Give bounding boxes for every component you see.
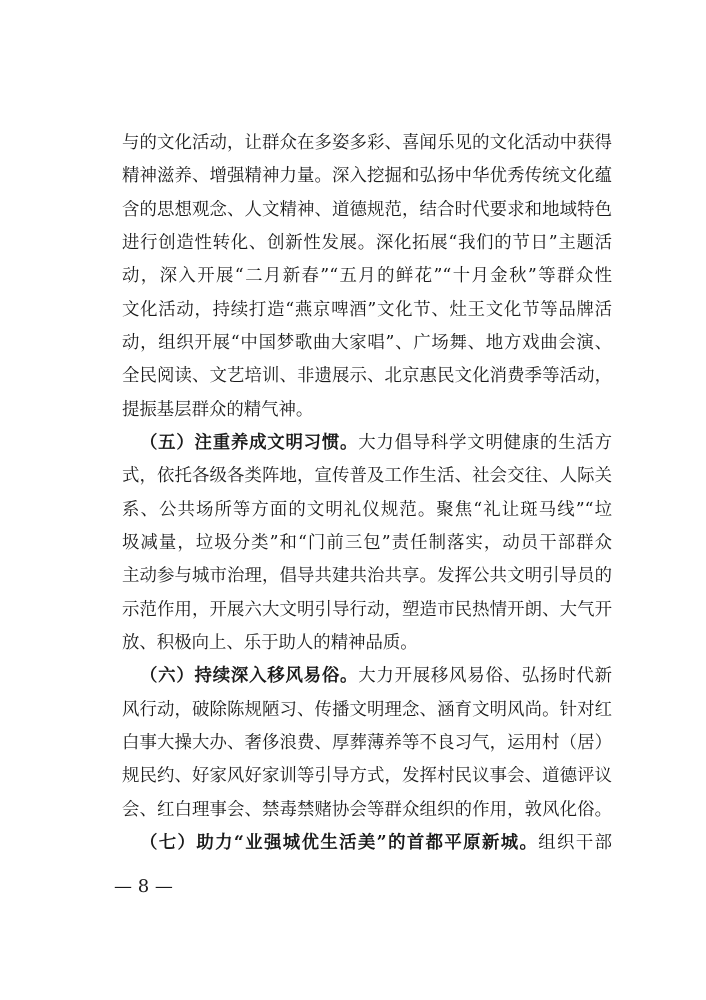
text-line: 进行创造性转化、创新性发展。深化拓展“我们的节日”主题活	[122, 233, 612, 253]
section-heading: （六）持续深入移风易俗。	[140, 666, 359, 686]
text-line: 示范作用，开展六大文明引导行动，塑造市民热情开朗、大气开	[122, 600, 612, 620]
text-span: 大力倡导科学文明健康的生活方	[358, 433, 612, 453]
section-heading-line	[140, 832, 612, 854]
text-line: 系、公共场所等方面的文明礼仪规范。聚焦“礼让斑马线”“垃	[122, 500, 612, 520]
text-line: 与的文化活动，让群众在多姿多彩、喜闻乐见的文化活动中获得	[122, 133, 612, 153]
text-span: 大力开展移风易俗、弘扬时代新	[358, 666, 612, 686]
section-heading-line	[140, 432, 612, 454]
text-line: 文化活动，持续打造“燕京啤酒”文化节、灶王文化节等品牌活	[122, 300, 612, 320]
text-line: 动，组织开展“中国梦歌曲大家唱”、广场舞、地方戏曲会演、	[122, 333, 612, 353]
text-line: 精神滋养、增强精神力量。深入挖掘和弘扬中华优秀传统文化蕴	[122, 166, 612, 186]
page-number: — 8 —	[114, 876, 173, 897]
text-line: 全民阅读、文艺培训、非遗展示、北京惠民文化消费季等活动，	[122, 366, 612, 386]
text-line: 式，依托各级各类阵地，宣传普及工作生活、社会交往、人际关	[122, 466, 612, 486]
section-heading: （七）助力“业强城优生活美”的首都平原新城。	[140, 833, 539, 853]
text-span: 组织干部	[538, 833, 612, 853]
text-line: 圾减量，垃圾分类”和“门前三包”责任制落实，动员干部群众	[122, 533, 612, 553]
text-line: 风行动，破除陈规陋习、传播文明理念、涵育文明风尚。针对红	[122, 700, 612, 720]
text-line: 含的思想观念、人文精神、道德规范，结合时代要求和地域特色	[122, 200, 612, 220]
text-line: 提振基层群众的精气神。	[122, 400, 314, 420]
text-line: 动，深入开展“二月新春”“五月的鲜花”“十月金秋”等群众性	[122, 266, 612, 286]
text-line: 白事大操大办、奢侈浪费、厚葬薄养等不良习气，运用村（居）	[122, 733, 612, 753]
section-heading-line	[140, 665, 612, 687]
text-line: 会、红白理事会、禁毒禁赌协会等群众组织的作用，敦风化俗。	[122, 800, 612, 820]
section-heading: （五）注重养成文明习惯。	[140, 433, 359, 453]
text-line: 主动参与城市治理，倡导共建共治共享。发挥公共文明引导员的	[122, 566, 612, 586]
text-line: 放、积极向上、乐于助人的精神品质。	[122, 633, 418, 653]
text-line: 规民约、好家风好家训等引导方式，发挥村民议事会、道德评议	[122, 766, 612, 786]
